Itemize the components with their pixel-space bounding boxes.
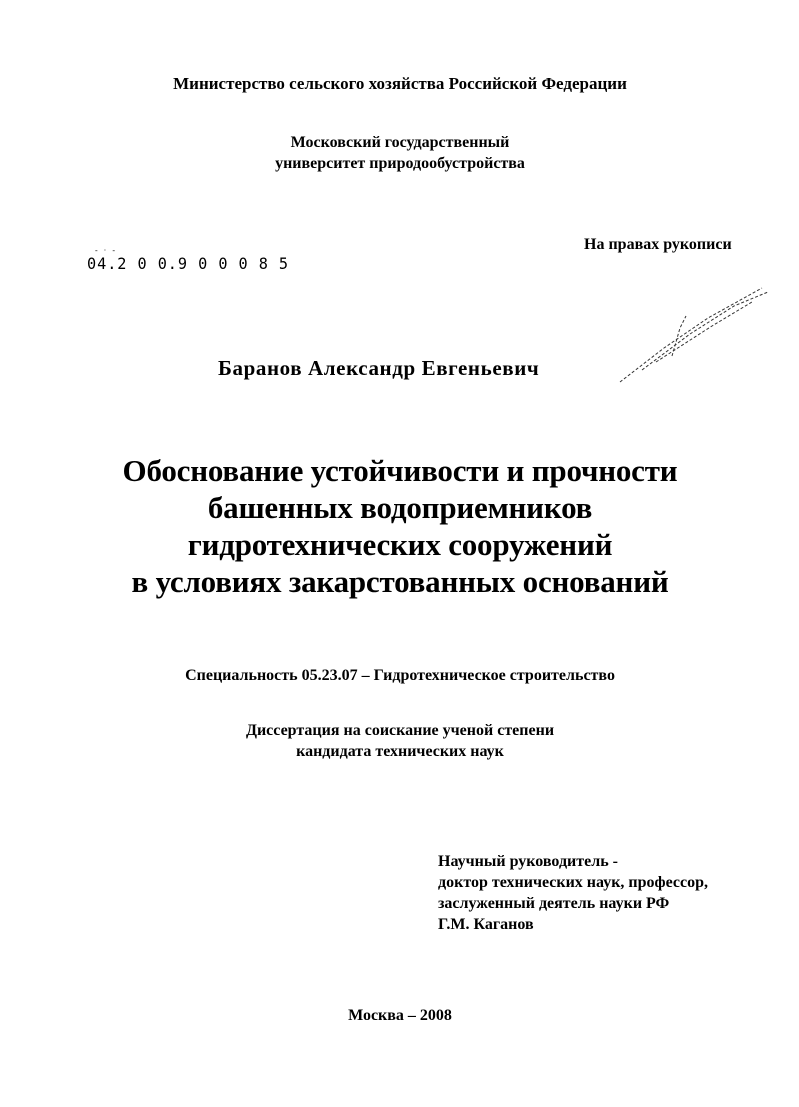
manuscript-note: На правах рукописи bbox=[584, 236, 732, 253]
title-line-3: гидротехнических сооружений bbox=[187, 527, 613, 562]
city-year: Москва – 2008 bbox=[348, 1007, 452, 1024]
stamp-number: 04.2 0 0.9 0 0 0 8 5 bbox=[87, 254, 290, 273]
supervisor-line-1: Научный руководитель - bbox=[438, 853, 618, 870]
university-line-2: университет природообустройства bbox=[275, 155, 525, 172]
supervisor-line-4: Г.М. Каганов bbox=[438, 916, 534, 933]
title-line-2: башенных водоприемников bbox=[207, 490, 593, 525]
ministry-name: Министерство сельского хозяйства Российской Федерации bbox=[173, 74, 627, 93]
specialty: Специальность 05.23.07 – Гидротехническое строительство bbox=[185, 667, 615, 684]
dissertation-title bbox=[0, 452, 799, 600]
handwritten-signature bbox=[612, 278, 772, 388]
degree-line-2: кандидата технических наук bbox=[296, 743, 504, 760]
degree-statement bbox=[0, 720, 799, 762]
university-line-1: Московский государственный bbox=[290, 134, 510, 151]
title-line-1: Обоснование устойчивости и прочности bbox=[122, 453, 678, 488]
degree-line-1: Диссертация на соискание ученой степени bbox=[245, 722, 555, 739]
stamp-marks: - · - bbox=[95, 246, 117, 255]
title-line-4: в условиях закарстованных оснований bbox=[131, 564, 669, 599]
author-name: Баранов Александр Евгеньевич bbox=[218, 356, 540, 380]
supervisor-line-3: заслуженный деятель науки РФ bbox=[438, 895, 670, 912]
university-name bbox=[0, 132, 799, 174]
supervisor-line-2: доктор технических наук, профессор, bbox=[438, 874, 709, 891]
supervisor-block bbox=[438, 851, 708, 935]
